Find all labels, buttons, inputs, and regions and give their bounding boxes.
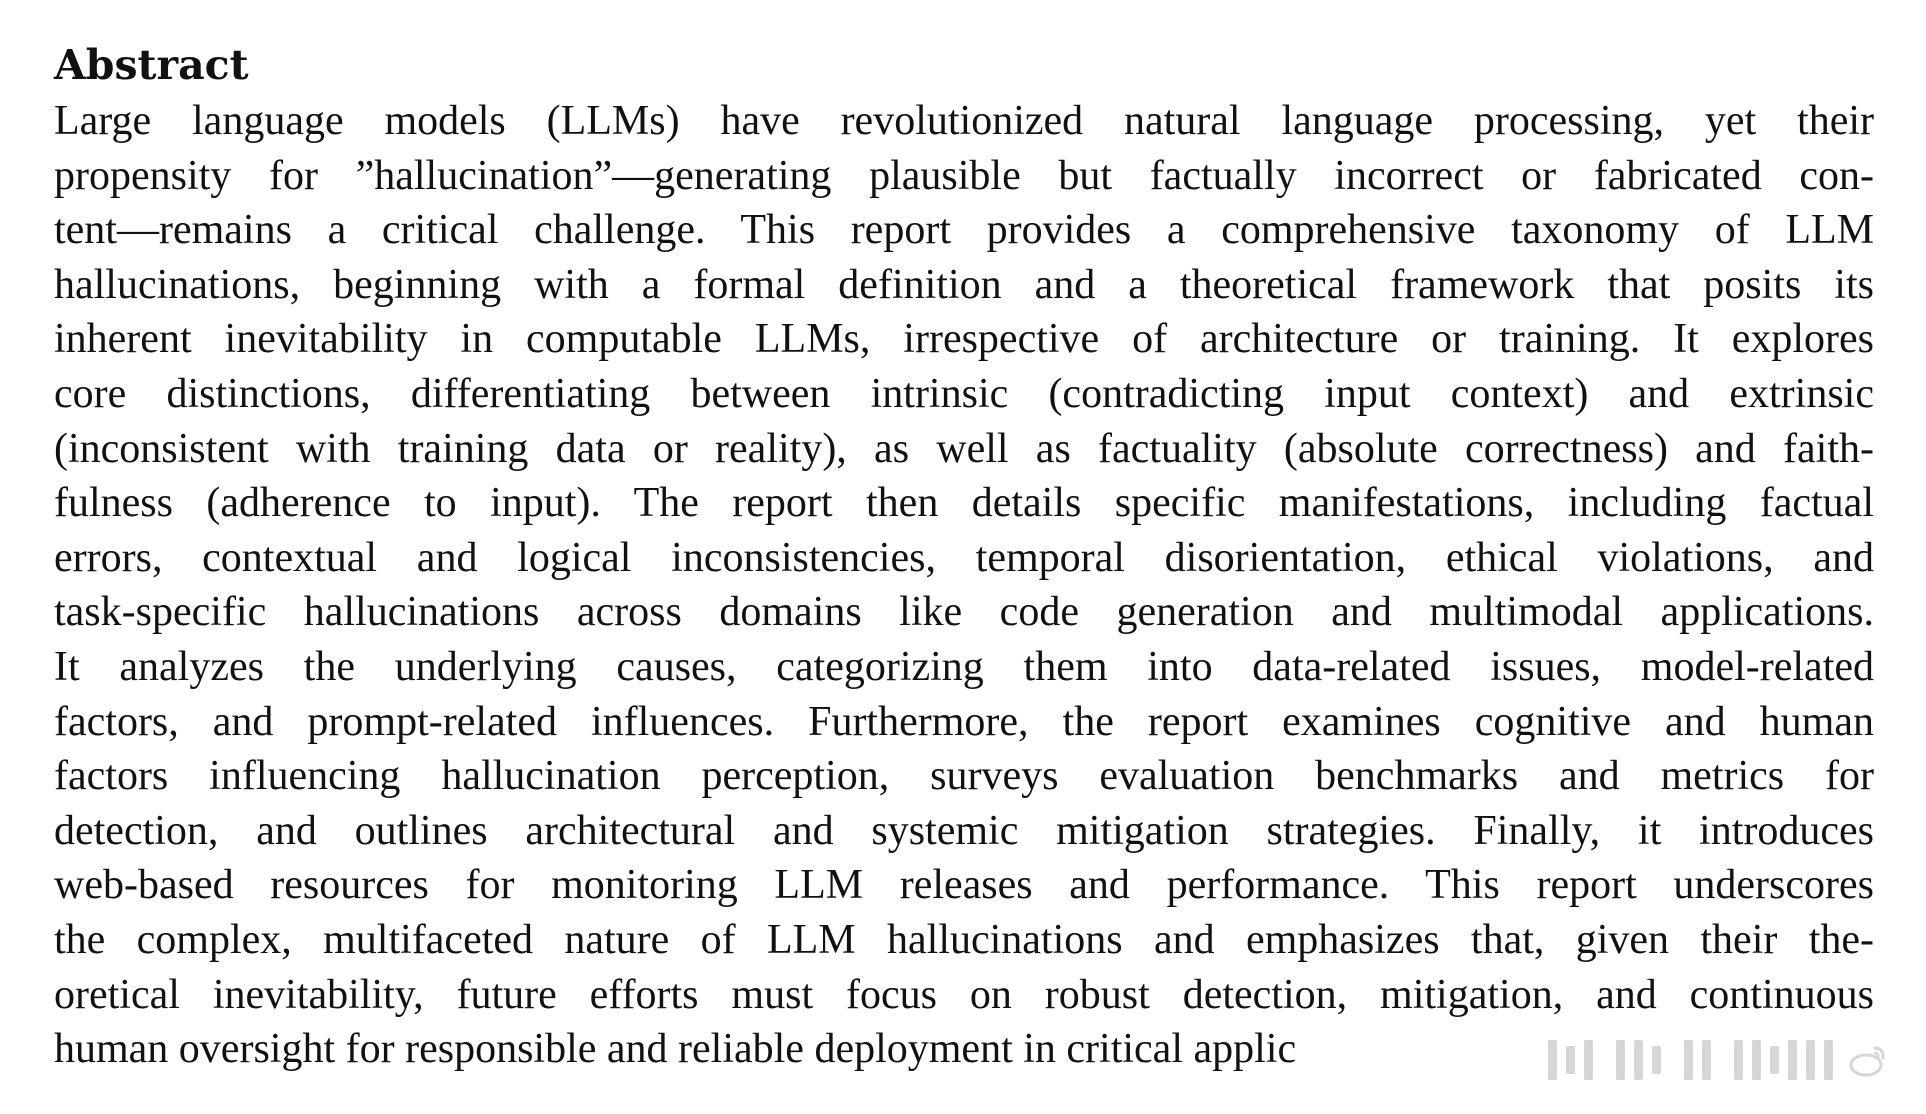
watermark-bar — [1702, 1040, 1711, 1080]
abstract-line: detection, and outlines architectural and systemic mitigation strategies. Finally, it introduces — [54, 807, 1874, 854]
abstract-heading: Abstract — [54, 41, 249, 89]
abstract-line: oretical inevitability, future efforts must focus on robust detection, mitigation, and continuous — [54, 971, 1874, 1018]
watermark-bar — [1734, 1040, 1743, 1080]
watermark-bar — [1634, 1040, 1643, 1080]
watermark-bar — [1548, 1040, 1557, 1080]
abstract-line: web-based resources for monitoring LLM releases and performance. This report underscores — [54, 862, 1874, 909]
abstract-line: errors, contextual and logical inconsistencies, temporal disorientation, ethical violations, and — [54, 534, 1874, 581]
watermark-bars — [1548, 1040, 1888, 1080]
abstract-line: inherent inevitability in computable LLMs, irrespective of architecture or training. It explores — [54, 316, 1874, 363]
watermark-bar — [1616, 1040, 1625, 1080]
abstract-line: (inconsistent with training data or reality), as well as factuality (absolute correctness) and faith- — [54, 425, 1874, 472]
watermark-bar — [1770, 1046, 1779, 1074]
watermark-bar — [1752, 1040, 1761, 1080]
watermark — [1420, 1020, 1910, 1100]
abstract-section — [54, 40, 1874, 1077]
abstract-line: propensity for ”hallucination”—generating plausible but factually incorrect or fabricated con- — [54, 152, 1874, 199]
abstract-line: It analyzes the underlying causes, categorizing them into data-related issues, model-related — [54, 643, 1874, 690]
abstract-line: Large language models (LLMs) have revolutionized natural language processing, yet their — [54, 98, 1874, 144]
watermark-bar — [1806, 1040, 1815, 1080]
abstract-line: hallucinations, beginning with a formal definition and a theoretical framework that posits its — [54, 261, 1874, 308]
weibo-watermark-icon — [1848, 1043, 1888, 1077]
abstract-line: fulness (adherence to input). The report then details specific manifestations, including factual — [54, 480, 1874, 527]
abstract-line: task-specific hallucinations across domains like code generation and multimodal applications. — [54, 589, 1874, 636]
watermark-bar — [1684, 1040, 1693, 1080]
abstract-line: tent—remains a critical challenge. This report provides a comprehensive taxonomy of LLM — [54, 207, 1874, 254]
abstract-line: factors influencing hallucination perception, surveys evaluation benchmarks and metrics for — [54, 753, 1874, 800]
abstract-line: human oversight for responsible and reliable deployment in critical applic — [54, 1026, 1297, 1073]
watermark-bar — [1824, 1040, 1833, 1080]
abstract-line: the complex, multifaceted nature of LLM hallucinations and emphasizes that, given their the- — [54, 916, 1874, 963]
abstract-line: core distinctions, differentiating between intrinsic (contradicting input context) and extrinsic — [54, 370, 1874, 417]
abstract-line: factors, and prompt-related influences. Furthermore, the report examines cognitive and human — [54, 698, 1874, 745]
watermark-bar — [1584, 1040, 1593, 1080]
watermark-bar — [1788, 1040, 1797, 1080]
abstract-body — [54, 94, 1874, 1077]
watermark-bar — [1652, 1046, 1661, 1074]
watermark-bar — [1566, 1046, 1575, 1074]
